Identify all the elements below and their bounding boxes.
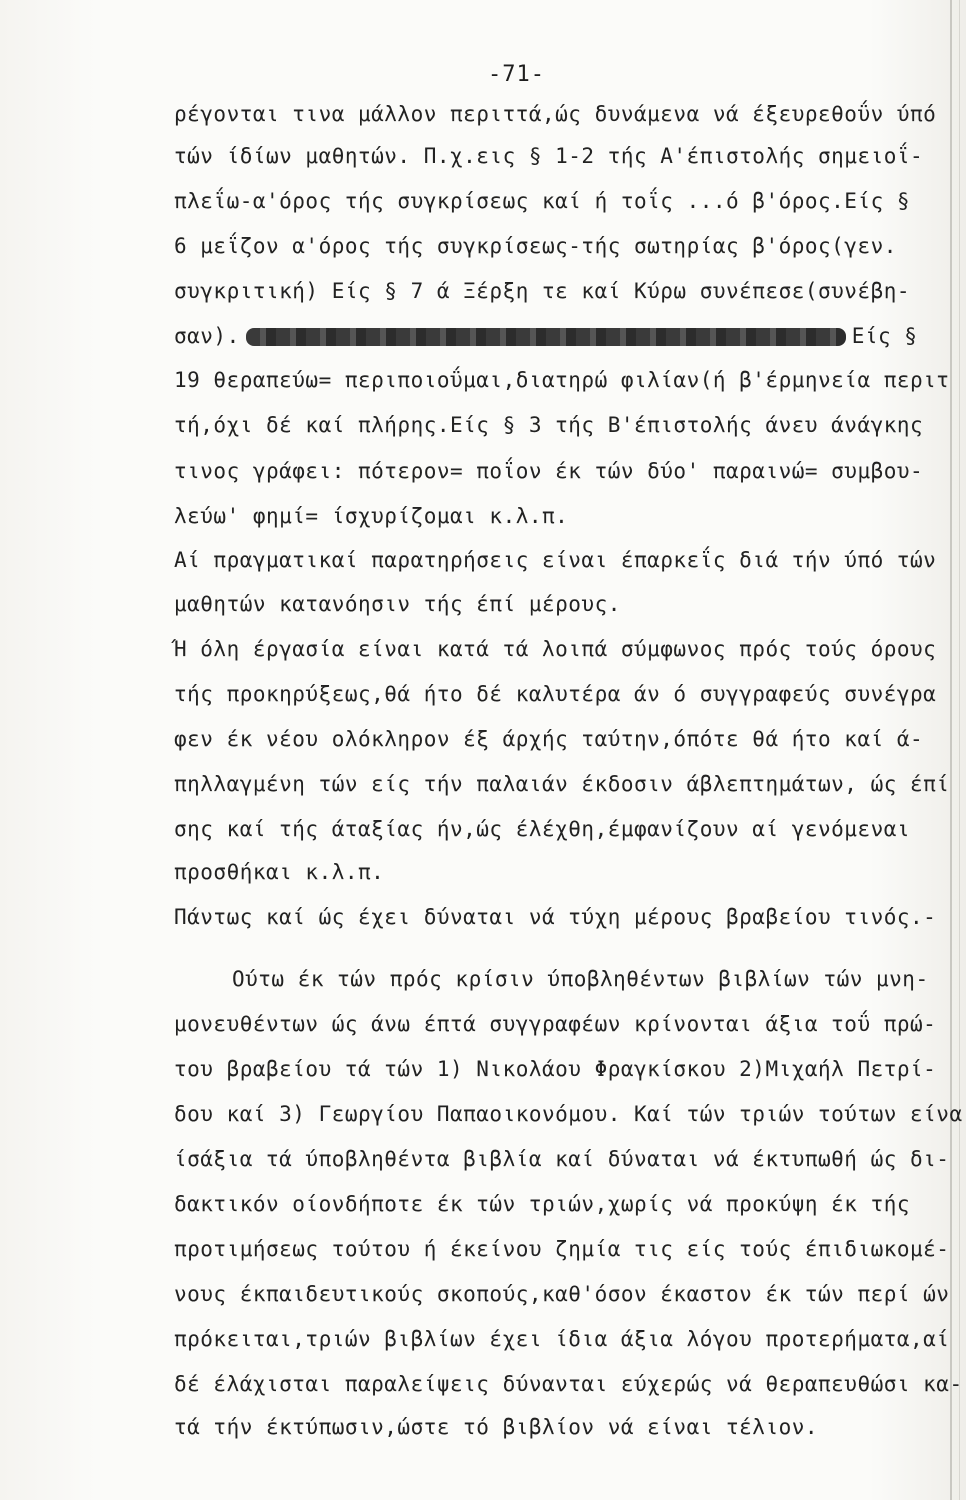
- text-line-content: πρόκειται,τριών βιβλίων έχει ίδια άξια λόγου προτερήματα,αί: [174, 1327, 950, 1351]
- text-line-content: ρέγονται τινα μάλλον περιττά,ώς δυνάμενα νά έξευρεθοΰν ύπό: [174, 102, 937, 126]
- text-line: [174, 1235, 949, 1263]
- text-line: [174, 1190, 910, 1218]
- text-line: [174, 232, 897, 260]
- text-line: [174, 366, 949, 394]
- text-line-content: προτιμήσεως τούτου ή έκείνου ζημία τις είς τούς έπιδιωκομέ-: [174, 1237, 950, 1261]
- text-line-content: προσθήκαι κ.λ.π.: [174, 860, 385, 884]
- text-line: [174, 1145, 949, 1173]
- text-line: [174, 725, 923, 753]
- text-line-content: σης καί τής άταξίας ήν,ώς έλέχθη,έμφανίζουν αί γενόμεναι: [174, 817, 911, 841]
- text-line-content: 19 θεραπεύω= περιποιοΰμαι,διατηρώ φιλίαν(ή β'έρμηνεία περιτ: [174, 368, 950, 392]
- text-line-tail: Είς §: [851, 324, 918, 348]
- text-line: [174, 187, 910, 215]
- text-line-content: τή,όχι δέ καί πλήρης.Είς § 3 τής Β'έπιστολής άνευ άνάγκης: [174, 413, 924, 437]
- text-line-content: σαν).: [174, 324, 240, 348]
- text-line: [174, 590, 621, 618]
- text-line-content: Ούτω έκ τών πρός κρίσιν ύποβληθέντων βιβλίων τών μνη-: [232, 967, 929, 991]
- text-line: [174, 815, 910, 843]
- text-line: [174, 680, 936, 708]
- page-number: -71-: [488, 62, 545, 87]
- text-line: [174, 546, 936, 574]
- text-line: [174, 1325, 949, 1353]
- text-line: [174, 635, 936, 663]
- text-line-content: Αί πραγματικαί παρατηρήσεις είναι έπαρκεΐς διά τήν ύπό τών: [174, 548, 937, 572]
- text-line: [174, 100, 936, 128]
- text-line-content: ίσάξια τά ύποβληθέντα βιβλία καί δύναται νά έκτυπωθή ώς δι-: [174, 1147, 950, 1171]
- text-line: [174, 770, 949, 798]
- text-line: [174, 142, 923, 170]
- text-line-content: τών ίδίων μαθητών. Π.χ.εις § 1-2 τής Α'έπιστολής σημειοΐ-: [174, 144, 924, 168]
- text-line: [174, 322, 917, 350]
- text-line: [174, 411, 923, 439]
- text-line-content: συγκριτική) Είς § 7 ά Ξέρξη τε καί Κύρω συνέπεσε(συνέβη-: [174, 279, 911, 303]
- text-line-content: νους έκπαιδευτικούς σκοπούς,καθ'όσον έκαστον έκ τών περί ών: [174, 1282, 950, 1306]
- text-line-content: 6 μεΐζον α'όρος τής συγκρίσεως-τής σωτηρίας β'όρος(γεν.: [174, 234, 897, 258]
- text-line-content: μαθητών κατανόησιν τής έπί μέρους.: [174, 592, 621, 616]
- text-line: [174, 1100, 963, 1128]
- text-line: [232, 965, 929, 993]
- text-line: [174, 277, 910, 305]
- text-line-content: τινος γράφει: πότερον= ποΐον έκ τών δύο' παραινώ= συμβου-: [174, 459, 924, 483]
- text-line-content: φεν έκ νέου ολόκληρον έξ άρχής ταύτην,όπότε θά ήτο καί ά-: [174, 727, 924, 751]
- text-line: [174, 457, 923, 485]
- text-line-content: του βραβείου τά τών 1) Νικολάου Φραγκίσκου 2)Μιχαήλ Πετρί-: [174, 1057, 937, 1081]
- text-line: [174, 1010, 936, 1038]
- text-line: [174, 1280, 949, 1308]
- text-line-content: μονευθέντων ώς άνω έπτά συγγραφέων κρίνονται άξια τοΰ πρώ-: [174, 1012, 937, 1036]
- text-line: [174, 502, 568, 530]
- text-line: [174, 858, 384, 886]
- text-line-content: πλεΐω-α'όρος τής συγκρίσεως καί ή τοΐς ...ό β'όρος.Είς §: [174, 189, 911, 213]
- text-line-content: λεύω' φημί= ίσχυρίζομαι κ.λ.π.: [174, 504, 569, 528]
- text-line-content: δέ έλάχισται παραλείψεις δύνανται εύχερώς νά θεραπευθώσι κα-: [174, 1372, 963, 1396]
- text-line-content: πηλλαγμένη τών είς τήν παλαιάν έκδοσιν άβλεπτημάτων, ώς έπί: [174, 772, 950, 796]
- text-line-content: δακτικόν οίονδήποτε έκ τών τριών,χωρίς νά προκύψη έκ τής: [174, 1192, 911, 1216]
- text-line: [174, 1370, 963, 1398]
- text-line-content: Πάντως καί ώς έχει δύναται νά τύχη μέρους βραβείου τινός.-: [174, 905, 937, 929]
- text-line: [174, 1055, 936, 1083]
- text-line: [174, 903, 936, 931]
- text-line: [174, 1413, 818, 1441]
- text-line-content: Ή όλη έργασία είναι κατά τά λοιπά σύμφωνος πρός τούς όρους: [174, 637, 937, 661]
- redaction-mark: [246, 328, 846, 346]
- text-line-content: δου καί 3) Γεωργίου Παπαοικονόμου. Καί τών τριών τούτων είνα: [174, 1102, 963, 1126]
- text-line-content: τής προκηρύξεως,θά ήτο δέ καλυτέρα άν ό συγγραφεύς συνέγρα: [174, 682, 937, 706]
- text-line-content: τά τήν έκτύπωσιν,ώστε τό βιβλίον νά είναι τέλιον.: [174, 1415, 819, 1439]
